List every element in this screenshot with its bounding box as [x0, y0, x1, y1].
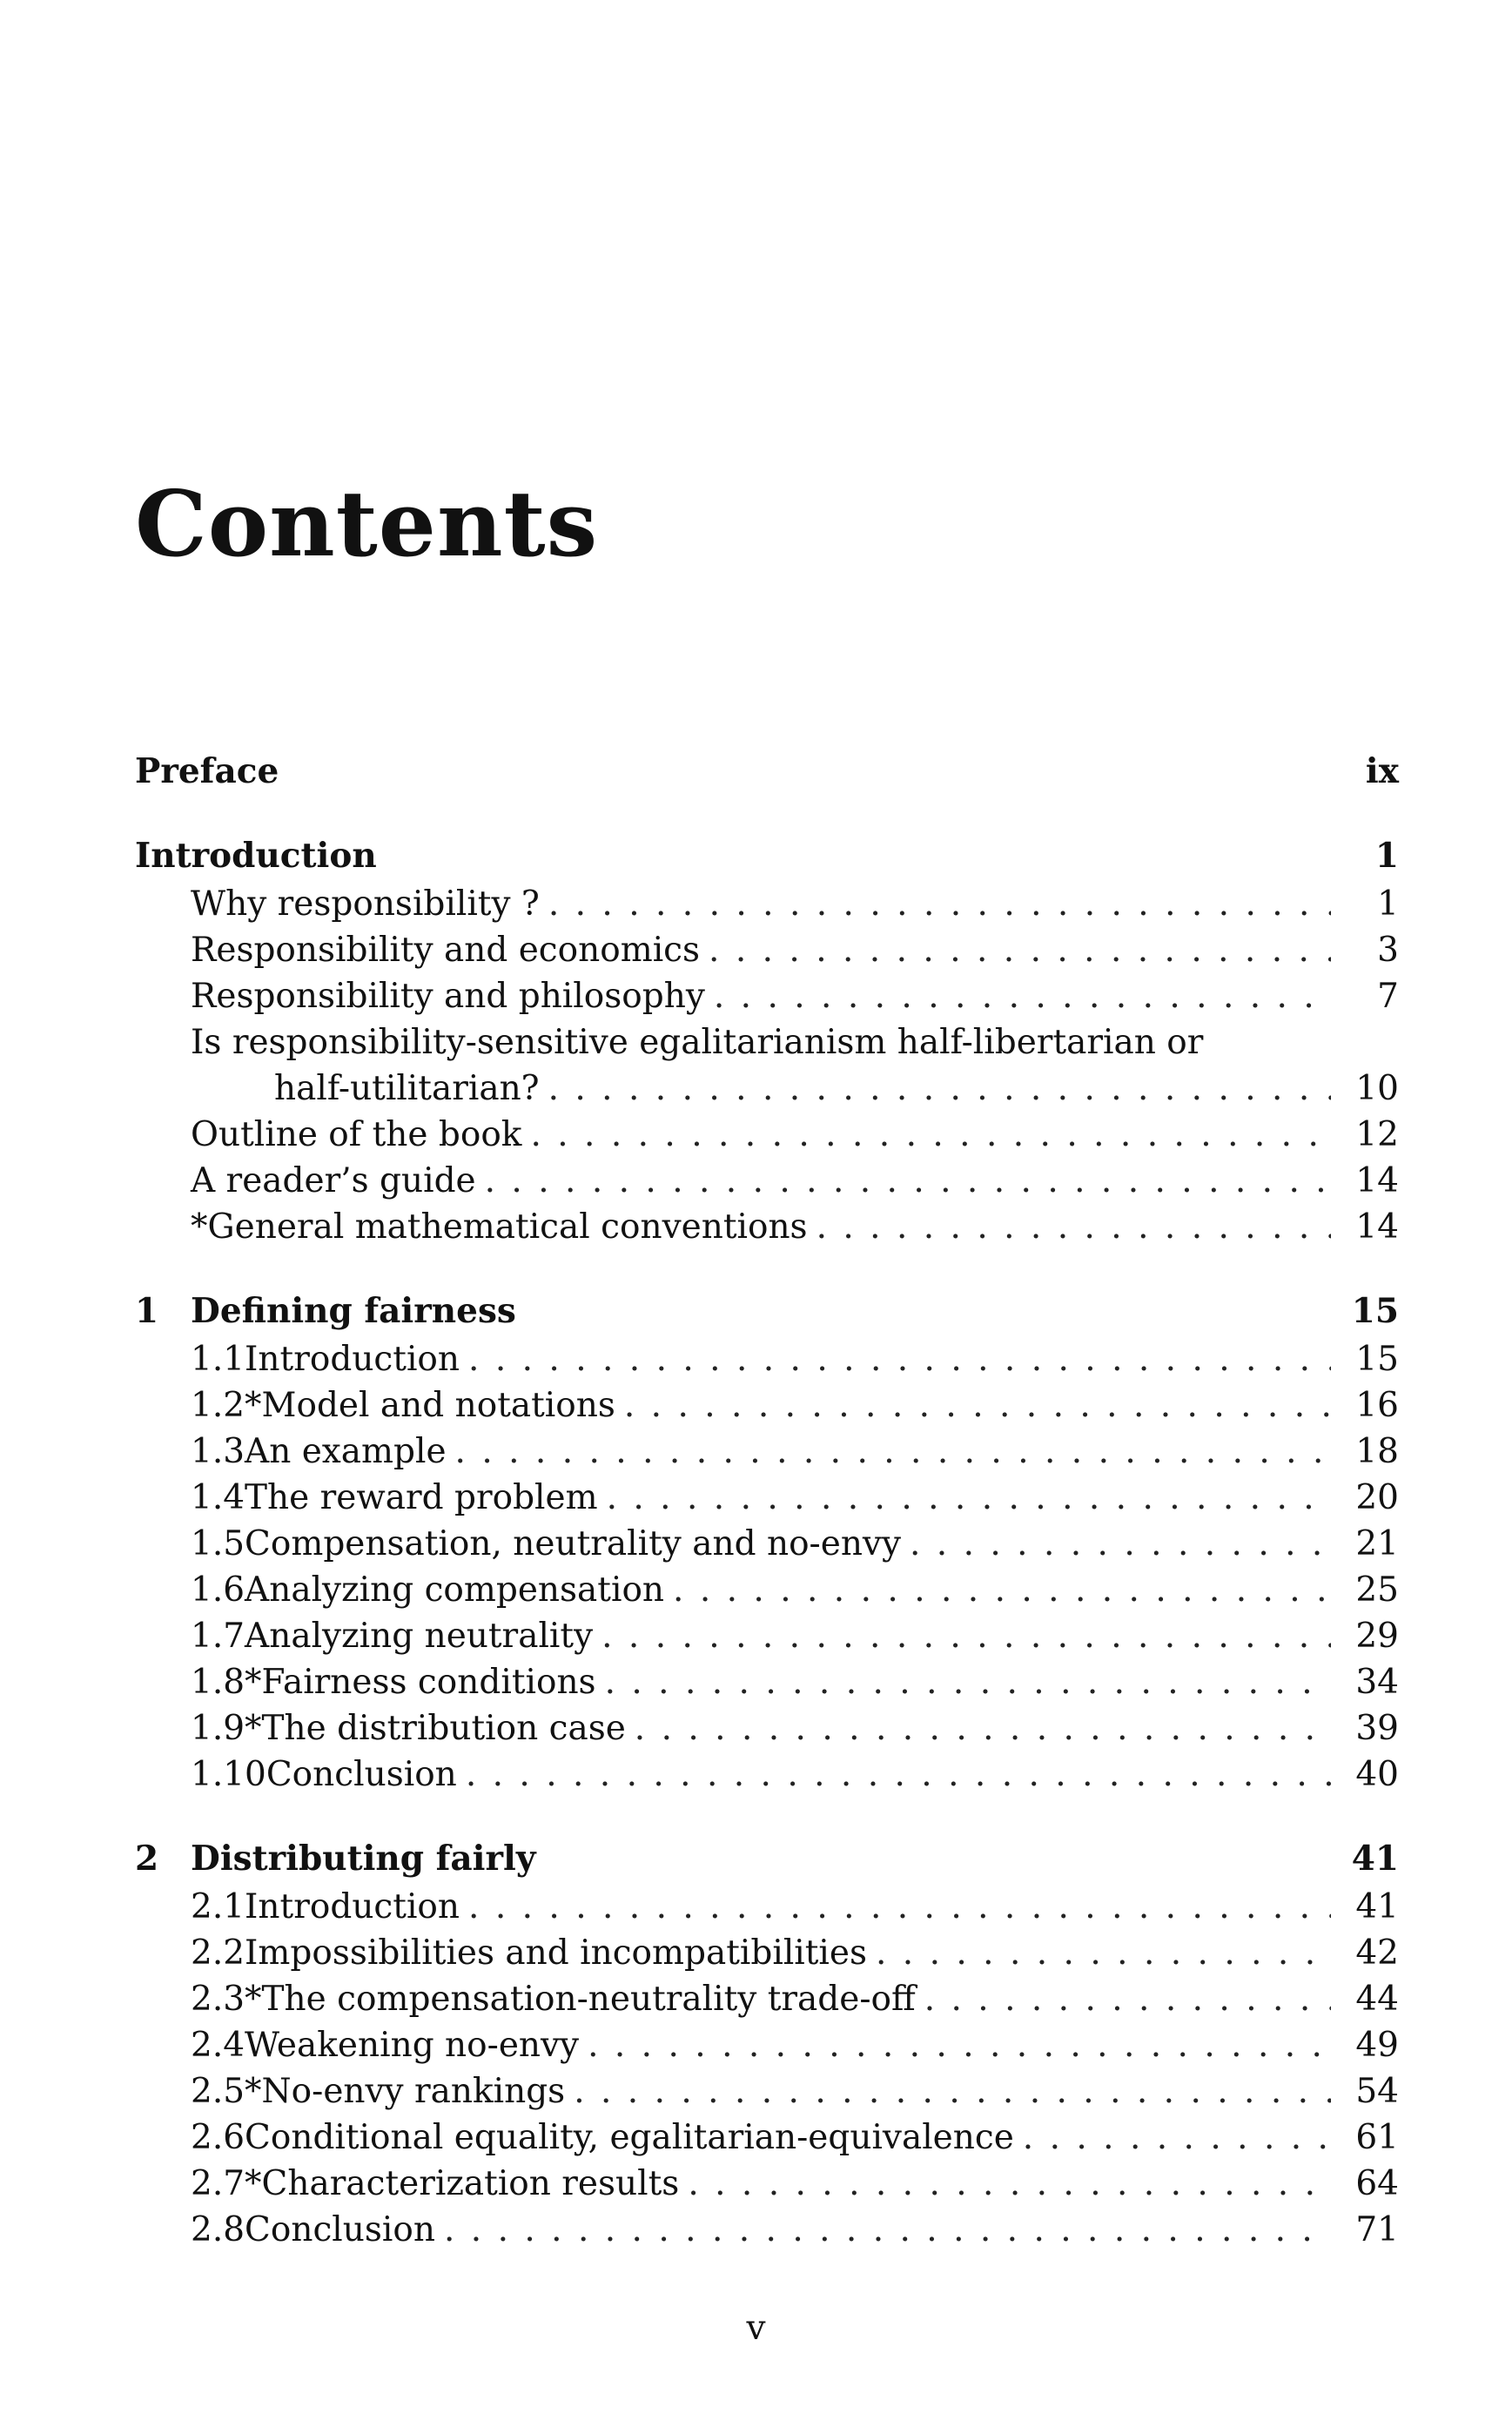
dot-leader	[1023, 2115, 1331, 2161]
toc-entry-label: Conditional equality, egalitarian-equivalence	[245, 2118, 1014, 2157]
toc-entry-page: 12	[1355, 1115, 1399, 1154]
toc-entry-label: Conclusion	[245, 2210, 435, 2249]
toc-section[interactable]	[135, 1659, 1399, 1705]
toc-entry-label: Preface	[135, 751, 279, 791]
dot-leader	[588, 2022, 1331, 2068]
toc-section[interactable]	[135, 1930, 1399, 1976]
toc-entry-label: Responsibility and economics	[191, 931, 701, 970]
toc-section[interactable]	[135, 1752, 1399, 1798]
dot-leader	[548, 881, 1331, 927]
toc-section[interactable]	[135, 2068, 1399, 2115]
toc-entry-page: 39	[1355, 1709, 1399, 1748]
toc-entry-page: 41	[1355, 1887, 1399, 1926]
toc-entry-page: 41	[1351, 1839, 1399, 1879]
chapter-number: 2	[135, 1839, 159, 1879]
toc-entry-page: 1	[1374, 836, 1399, 876]
toc-entry-label: *Characterization results	[245, 2164, 680, 2203]
toc-section[interactable]	[135, 2207, 1399, 2253]
dot-leader	[574, 2068, 1331, 2115]
section-number: 1.5	[191, 1524, 245, 1563]
dot-leader	[635, 1705, 1331, 1752]
toc-entry-label: *Model and notations	[245, 1386, 615, 1425]
toc-subentry-wrapped-line2[interactable]	[135, 1066, 1399, 1112]
toc-entry-page: 54	[1355, 2072, 1399, 2111]
toc-entry-page: 40	[1355, 1755, 1399, 1794]
dot-leader	[688, 2161, 1331, 2207]
toc-subentry[interactable]	[135, 1112, 1399, 1158]
section-number: 1.6	[191, 1570, 245, 1610]
toc-entry-page: 21	[1355, 1524, 1399, 1563]
toc-entry-page: 3	[1377, 931, 1399, 970]
section-number: 2.5	[191, 2072, 245, 2111]
toc-entry-label: half-utilitarian?	[274, 1069, 540, 1108]
toc-section[interactable]	[135, 2161, 1399, 2207]
toc-entry-label: *Fairness conditions	[245, 1663, 596, 1702]
dot-leader	[548, 1066, 1331, 1112]
dot-leader	[607, 1475, 1331, 1521]
section-number: 1.1	[191, 1340, 245, 1379]
toc-section[interactable]	[135, 1336, 1399, 1382]
dot-leader	[468, 1336, 1331, 1382]
section-number: 1.4	[191, 1478, 245, 1517]
toc-section[interactable]	[135, 1705, 1399, 1752]
toc-entry-page: 25	[1355, 1570, 1399, 1610]
toc-subentry[interactable]	[135, 927, 1399, 973]
toc-entry-label: Weakening no-envy	[245, 2026, 580, 2065]
toc-chapter-1	[135, 1288, 1399, 1798]
toc-entry-label: Analyzing compensation	[245, 1570, 665, 1610]
toc-chapter-2	[135, 1836, 1399, 2253]
section-number: 2.3	[191, 1980, 245, 2019]
toc-section[interactable]	[135, 1567, 1399, 1613]
chapter-number: 1	[135, 1291, 159, 1331]
toc-entry-label: An example	[245, 1432, 447, 1471]
toc-entry-page: 44	[1355, 1980, 1399, 2019]
section-number: 2.7	[191, 2164, 245, 2203]
toc-section[interactable]	[135, 1475, 1399, 1521]
dot-leader	[444, 2207, 1331, 2253]
section-number: 1.8	[191, 1663, 245, 1702]
toc-section[interactable]	[135, 2115, 1399, 2161]
toc-subentry[interactable]	[135, 1158, 1399, 1204]
toc-entry-label: Defining fairness	[191, 1291, 516, 1331]
toc-entry-page: 61	[1355, 2118, 1399, 2157]
section-number: 1.3	[191, 1432, 245, 1471]
toc-entry-label: *The compensation-neutrality trade-off	[245, 1980, 916, 2019]
toc-chapter-heading[interactable]	[135, 1836, 1399, 1882]
toc-section[interactable]	[135, 2022, 1399, 2068]
section-number: 1.7	[191, 1617, 245, 1656]
dot-leader	[673, 1567, 1331, 1613]
dot-leader	[924, 1976, 1331, 2022]
section-number: 1.10	[191, 1755, 266, 1794]
section-number: 1.9	[191, 1709, 245, 1748]
dot-leader	[601, 1613, 1331, 1659]
toc-entry-page: ix	[1365, 751, 1399, 791]
toc-entry-label: *General mathematical conventions	[191, 1207, 808, 1247]
toc-subentry[interactable]	[135, 973, 1399, 1019]
toc-entry-page: 16	[1355, 1386, 1399, 1425]
section-number: 2.1	[191, 1887, 245, 1926]
toc-entry-page: 15	[1355, 1340, 1399, 1379]
dot-leader	[709, 927, 1331, 973]
dot-leader	[455, 1429, 1331, 1475]
toc-entry-label: Is responsibility-sensitive egalitarianism half-libertarian or	[191, 1023, 1204, 1062]
toc-preface	[135, 749, 1399, 795]
toc-entry-page: 14	[1355, 1161, 1399, 1200]
toc-entry-page: 1	[1377, 884, 1399, 924]
toc-entry-page: 64	[1355, 2164, 1399, 2203]
toc-entry-page: 29	[1355, 1617, 1399, 1656]
page-title: Contents	[135, 470, 599, 577]
toc-entry-label: Distributing fairly	[191, 1839, 536, 1879]
toc-chapter-heading[interactable]	[135, 1288, 1399, 1335]
toc-entry-page: 7	[1377, 977, 1399, 1016]
toc-entry-label: Outline of the book	[191, 1115, 522, 1154]
toc-entry-introduction[interactable]	[135, 833, 1399, 879]
toc-entry-page: 10	[1355, 1069, 1399, 1108]
section-number: 2.2	[191, 1933, 245, 1973]
toc-section[interactable]	[135, 1976, 1399, 2022]
toc-entry-page: 15	[1351, 1291, 1399, 1331]
toc-entry-preface[interactable]	[135, 749, 1399, 795]
toc-entry-label: Introduction	[245, 1340, 460, 1379]
toc-section[interactable]	[135, 1884, 1399, 1930]
toc-introduction	[135, 833, 1399, 1250]
toc-entry-label: The reward problem	[245, 1478, 598, 1517]
dot-leader	[624, 1382, 1331, 1429]
toc-entry-label: Conclusion	[265, 1755, 457, 1794]
dot-leader	[485, 1158, 1331, 1204]
toc-section[interactable]	[135, 1613, 1399, 1659]
dot-leader	[714, 973, 1331, 1019]
toc-entry-label: Impossibilities and incompatibilities	[245, 1933, 867, 1973]
toc-entry-label: *No-envy rankings	[245, 2072, 566, 2111]
dot-leader	[468, 1884, 1331, 1930]
toc-entry-page: 49	[1355, 2026, 1399, 2065]
toc-entry-label: Compensation, neutrality and no-envy	[245, 1524, 901, 1563]
section-number: 2.4	[191, 2026, 245, 2065]
section-number: 2.8	[191, 2210, 245, 2249]
toc-entry-page: 71	[1355, 2210, 1399, 2249]
toc-entry-label: A reader’s guide	[191, 1161, 476, 1200]
toc-entry-page: 34	[1355, 1663, 1399, 1702]
toc-subentry[interactable]	[135, 1204, 1399, 1250]
toc-entry-label: Analyzing neutrality	[245, 1617, 594, 1656]
dot-leader	[466, 1752, 1331, 1798]
section-number: 2.6	[191, 2118, 245, 2157]
toc-section[interactable]	[135, 1521, 1399, 1567]
dot-leader	[605, 1659, 1331, 1705]
dot-leader	[910, 1521, 1331, 1567]
page-number: v	[746, 2309, 766, 2348]
toc-entry-label: Why responsibility ?	[191, 884, 540, 924]
toc-section[interactable]	[135, 1429, 1399, 1475]
toc-subentry[interactable]	[135, 881, 1399, 927]
toc-entry-label: Introduction	[135, 836, 377, 876]
toc-entry-page: 18	[1355, 1432, 1399, 1471]
dot-leader	[530, 1112, 1331, 1158]
toc-entry-page: 42	[1355, 1933, 1399, 1973]
dot-leader	[876, 1930, 1331, 1976]
toc-entry-label: Responsibility and philosophy	[191, 977, 705, 1016]
table-of-contents	[135, 749, 1399, 2291]
toc-entry-page: 14	[1355, 1207, 1399, 1247]
toc-entry-label: *The distribution case	[245, 1709, 626, 1748]
toc-section[interactable]	[135, 1382, 1399, 1429]
toc-subentry-wrapped-line1[interactable]	[135, 1019, 1399, 1066]
toc-entry-page: 20	[1355, 1478, 1399, 1517]
section-number: 1.2	[191, 1386, 245, 1425]
toc-entry-label: Introduction	[245, 1887, 460, 1926]
dot-leader	[816, 1204, 1331, 1250]
